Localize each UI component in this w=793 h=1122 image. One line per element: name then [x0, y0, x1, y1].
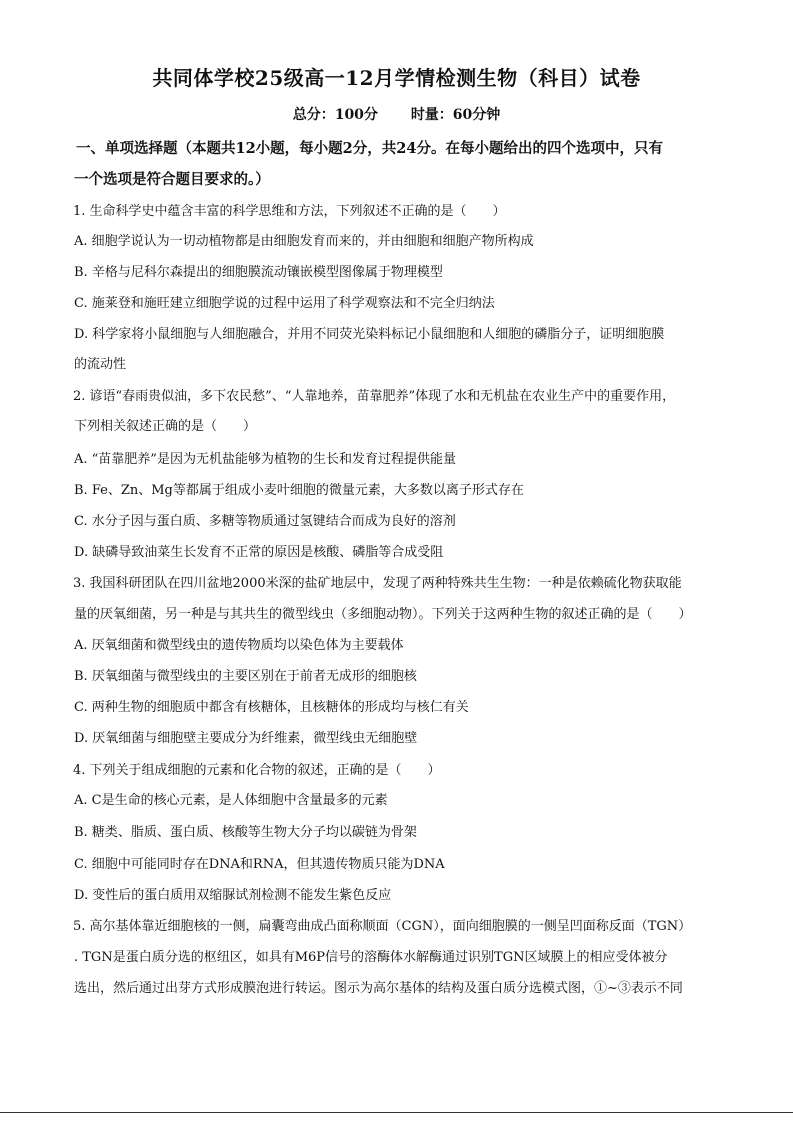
- q1-option-a: A. 细胞学说认为一切动植物都是由细胞发育而来的，并由细胞和细胞产物所构成: [74, 234, 534, 249]
- section-heading-line2: 一个选项是符合题目要求的。）: [74, 171, 270, 188]
- q2-option-d: D. 缺磷导致油菜生长发育不正常的原因是核酸、磷脂等合成受阻: [74, 545, 444, 560]
- q5-text-line1: 5. 高尔基体靠近细胞核的一侧，扁囊弯曲成凸面称顺面（CGN），面向细胞膜的一侧呈凹面称反面（TGN）: [73, 919, 692, 934]
- q1-option-c: C. 施莱登和施旺建立细胞学说的过程中运用了科学观察法和不完全归纳法: [74, 296, 495, 311]
- q3-option-b: B. 厌氧细菌与微型线虫的主要区别在于前者无成形的细胞核: [74, 669, 417, 684]
- section-heading-line1: 一、单项选择题（本题共12小题，每小题2分，共24分。在每小题给出的四个选项中，只有: [76, 140, 663, 157]
- q2-option-a: A. “苗靠肥养”是因为无机盐能够为植物的生长和发育过程提供能量: [74, 452, 456, 467]
- q3-option-a: A. 厌氧细菌和微型线虫的遗传物质均以染色体为主要载体: [74, 638, 404, 653]
- page-bottom-rule: [0, 1112, 793, 1113]
- q3-option-c: C. 两种生物的细胞质中都含有核糖体，且核糖体的形成均与核仁有关: [74, 700, 469, 715]
- q1-stem: 1. 生命科学史中蕴含丰富的科学思维和方法，下列叙述不正确的是（ ）: [73, 204, 506, 219]
- score-time-line: [0, 104, 793, 124]
- q4-option-a: A. C是生命的核心元素，是人体细胞中含量最多的元素: [74, 793, 388, 808]
- time-limit: 时量：60分钟: [410, 107, 501, 123]
- q2-option-c: C. 水分子因与蛋白质、多糖等物质通过氢键结合而成为良好的溶剂: [74, 514, 456, 529]
- q1-option-d-line1: D. 科学家将小鼠细胞与人细胞融合，并用不同荧光染料标记小鼠细胞和人细胞的磷脂分子，证明细胞膜: [74, 327, 665, 342]
- q2-option-b: B. Fe、Zn、Mg等都属于组成小麦叶细胞的微量元素，大多数以离子形式存在: [74, 483, 524, 498]
- q1-option-d-line2: 的流动性: [74, 357, 127, 372]
- q4-stem: 4. 下列关于组成细胞的元素和化合物的叙述，正确的是（ ）: [73, 763, 441, 778]
- q2-stem-line1: 2. 谚语“春雨贵似油，多下农民愁”、“人靠地养，苗靠肥养”体现了水和无机盐在农业生产中的重要作用，: [73, 389, 676, 404]
- q4-option-c: C. 细胞中可能同时存在DNA和RNA，但其遗传物质只能为DNA: [74, 857, 445, 872]
- q5-text-line2: . TGN是蛋白质分选的枢纽区，如具有M6P信号的溶酶体水解酶通过识别TGN区域膜上的相应受体被分: [74, 950, 668, 965]
- q2-stem-line2: 下列相关叙述正确的是（ ）: [74, 419, 257, 434]
- q3-stem-line2: 量的厌氧细菌，另一种是与其共生的微型线虫（多细胞动物）。下列关于这两种生物的叙述正确的是（ ）: [74, 607, 692, 622]
- exam-title: 共同体学校25级高一12月学情检测生物（科目）试卷: [152, 66, 641, 90]
- total-score: 总分：100分: [292, 107, 378, 123]
- q4-option-b: B. 糖类、脂质、蛋白质、核酸等生物大分子均以碳链为骨架: [74, 825, 417, 840]
- q1-option-b: B. 辛格与尼科尔森提出的细胞膜流动镶嵌模型图像属于物理模型: [74, 265, 443, 280]
- q5-text-line3: 选出，然后通过出芽方式形成膜泡进行转运。图示为高尔基体的结构及蛋白质分选模式图，①~③表示不同: [74, 981, 683, 996]
- q3-stem-line1: 3. 我国科研团队在四川盆地2000米深的盐矿地层中，发现了两种特殊共生生物：一种是依赖硫化物获取能: [73, 576, 682, 591]
- q3-option-d: D. 厌氧细菌与细胞壁主要成分为纤维素，微型线虫无细胞壁: [74, 731, 418, 746]
- q4-option-d: D. 变性后的蛋白质用双缩脲试剂检测不能发生紫色反应: [74, 888, 392, 903]
